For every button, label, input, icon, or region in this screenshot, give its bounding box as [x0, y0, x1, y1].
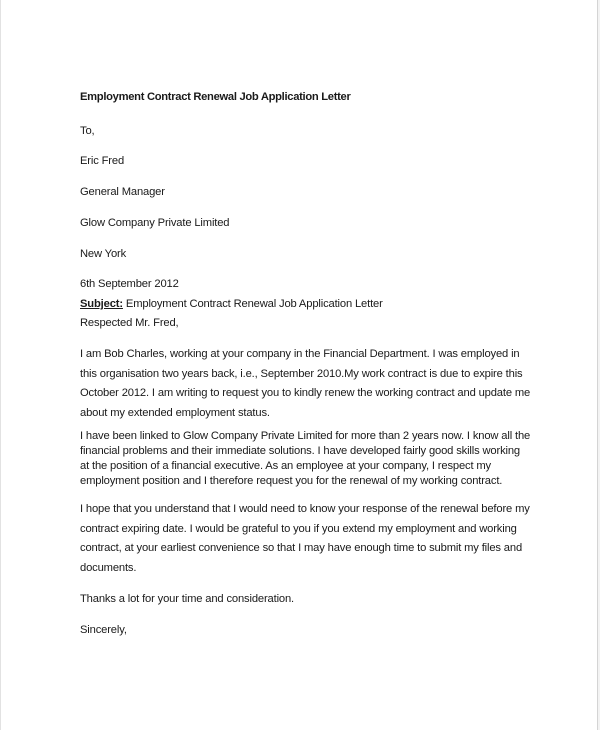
paragraph-line: I hope that you understand that I would need to know your response of the renewal before my — [80, 503, 530, 515]
to-line: To, — [80, 125, 95, 137]
paragraph-line: this organisation two years back, i.e., September 2010.My work contract is due to expire this — [80, 367, 523, 380]
paragraph-line: financial problems and their immediate solutions. I have developed fairly good skills working — [80, 445, 521, 457]
paragraph-line: documents. — [80, 561, 137, 574]
city: New York — [80, 248, 127, 260]
company-name: Glow Company Private Limited — [80, 217, 230, 229]
subject-line — [80, 298, 383, 310]
paragraph-1 — [80, 345, 542, 423]
paragraph-2 — [80, 429, 542, 489]
paragraph-line: October 2012. I am writing to request you to kindly renew the working contract and update me — [80, 387, 531, 399]
paragraph-3 — [80, 500, 542, 578]
paragraph-line: contract expiring date. I would be grateful to you if you extend my employment and working — [80, 522, 517, 535]
letter-date: 6th September 2012 — [80, 278, 179, 290]
paragraph-line: contract, at your earliest convenience so that I may have enough time to submit my files and — [80, 542, 523, 554]
letter-title: Employment Contract Renewal Job Application Letter — [80, 91, 351, 103]
recipient-name: Eric Fred — [80, 155, 125, 167]
thanks-line: Thanks a lot for your time and consideration. — [80, 593, 295, 605]
subject-label: Subject: — [80, 298, 123, 310]
paragraph-line: employment position and I therefore request you for the renewal of my working contract. — [80, 475, 503, 487]
paragraph-line: I am Bob Charles, working at your company in the Financial Department. I was employed in — [80, 348, 520, 360]
paragraph-line: at the position of a financial executive. As an employee at your company, I respect my — [80, 460, 492, 472]
paragraph-line: about my extended employment status. — [80, 406, 270, 419]
subject-text: Employment Contract Renewal Job Application Letter — [122, 298, 383, 310]
recipient-title: General Manager — [80, 186, 165, 198]
closing: Sincerely, — [80, 624, 127, 636]
salutation: Respected Mr. Fred, — [80, 317, 179, 329]
paragraph-line: I have been linked to Glow Company Private Limited for more than 2 years now. I know all the — [80, 430, 531, 442]
